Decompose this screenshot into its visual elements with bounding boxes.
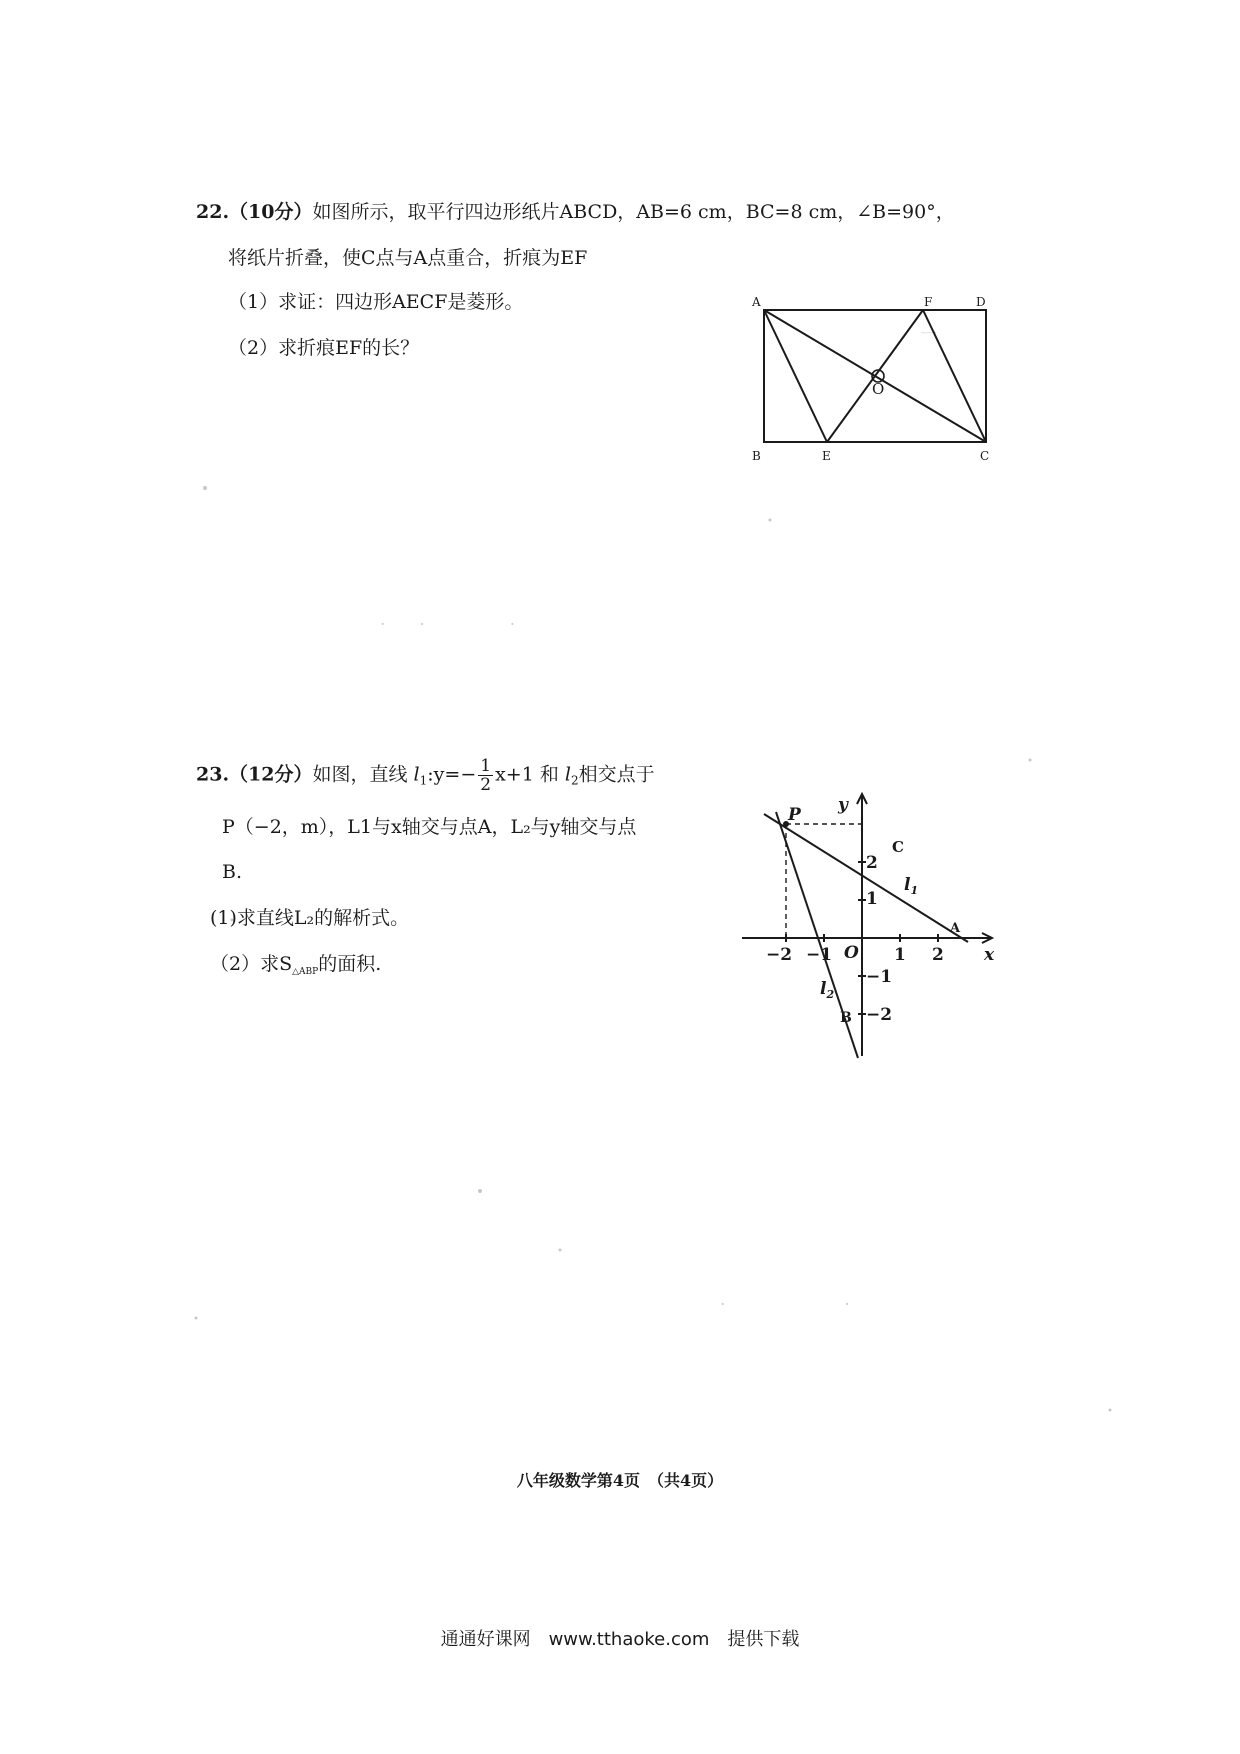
line-l2-subscript: 2 <box>570 773 579 788</box>
q23-line3: B. <box>222 861 243 883</box>
label-l1-letter: l <box>904 875 911 895</box>
q23-figure-coordinate-lines <box>736 786 1004 1062</box>
label-origin-O: O <box>844 943 859 963</box>
label-l2-letter: l <box>820 979 827 999</box>
fraction-denominator: 2 <box>480 775 492 795</box>
q23-part2 <box>210 952 381 984</box>
area-subscript: △ABP <box>292 967 319 977</box>
q23-equation-start: :y=− <box>427 763 477 786</box>
q23-part2-text-end: 的面积. <box>318 953 382 975</box>
tick-label-x-2: 2 <box>932 945 944 965</box>
q23-equation-end: x+1 和 <box>495 763 565 786</box>
label-D: D <box>976 295 986 309</box>
fold-line-EF <box>827 310 923 442</box>
q22-line1 <box>196 200 955 224</box>
q23-number: 23.（12分） <box>196 763 313 786</box>
label-l1-subscript: 1 <box>910 884 919 897</box>
line-l2-symbol: l <box>564 763 571 786</box>
label-x-axis: x <box>984 945 995 965</box>
q22-figure-rectangle-fold <box>748 292 1004 464</box>
label-B: B <box>840 1010 852 1026</box>
label-A: A <box>950 921 961 936</box>
label-l1 <box>904 875 918 897</box>
fraction-one-half <box>478 757 493 794</box>
bleed-through-text: · · · <box>380 615 584 635</box>
q22-part2: （2）求折痕EF的长？ <box>228 337 420 359</box>
q22-line2: 将纸片折叠，使C点与A点重合，折痕为EF <box>228 247 588 269</box>
label-E: E <box>822 449 831 463</box>
line-l1-subscript: 1 <box>419 773 428 788</box>
label-O: O <box>872 380 885 398</box>
q23-line2: P（−2，m），L1与x轴交与点A，L₂与y轴交与点 <box>222 816 637 838</box>
q23-text-tail: 相交点于 <box>578 763 655 786</box>
label-y-axis: y <box>838 795 848 815</box>
label-B: B <box>752 449 761 463</box>
q23-line1 <box>196 757 655 794</box>
tick-label-x-neg1: −1 <box>806 945 833 965</box>
q22-number: 22.（10分） <box>196 201 313 223</box>
line-l1 <box>764 814 968 942</box>
bleed-through-text: · · <box>720 1295 918 1315</box>
q23-text: 如图，直线 <box>312 763 414 786</box>
page-number-footer: 八年级数学第4页 （共4页） <box>516 1471 724 1490</box>
download-source-footer: 通通好课网 www.tthaoke.com 提供下载 <box>440 1629 800 1650</box>
label-P: P <box>788 805 801 825</box>
tick-label-x-neg2: −2 <box>766 945 793 965</box>
label-A: A <box>752 295 761 309</box>
tick-label-y-neg2: −2 <box>866 1005 893 1025</box>
line-l1-symbol: l <box>413 763 420 786</box>
q23-part2-text: （2）求S <box>210 953 293 975</box>
label-C: C <box>980 449 990 463</box>
q22-part1: （1）求证：四边形AECF是菱形。 <box>228 291 524 313</box>
tick-label-x-1: 1 <box>894 945 906 965</box>
tick-label-y-1: 1 <box>866 889 878 909</box>
bleed-through-text: 一 <box>920 325 1022 345</box>
q23-part1: (1)求直线L₂的解析式。 <box>210 907 410 929</box>
label-F: F <box>924 295 933 309</box>
label-l2-subscript: 2 <box>826 988 835 1001</box>
tick-label-y-2: 2 <box>866 853 878 873</box>
fraction-numerator: 1 <box>480 756 492 776</box>
label-C: C <box>892 838 904 856</box>
tick-label-y-neg1: −1 <box>866 967 893 987</box>
q22-statement: 如图所示，取平行四边形纸片ABCD，AB=6 cm，BC=8 cm，∠B=90°， <box>312 201 955 223</box>
